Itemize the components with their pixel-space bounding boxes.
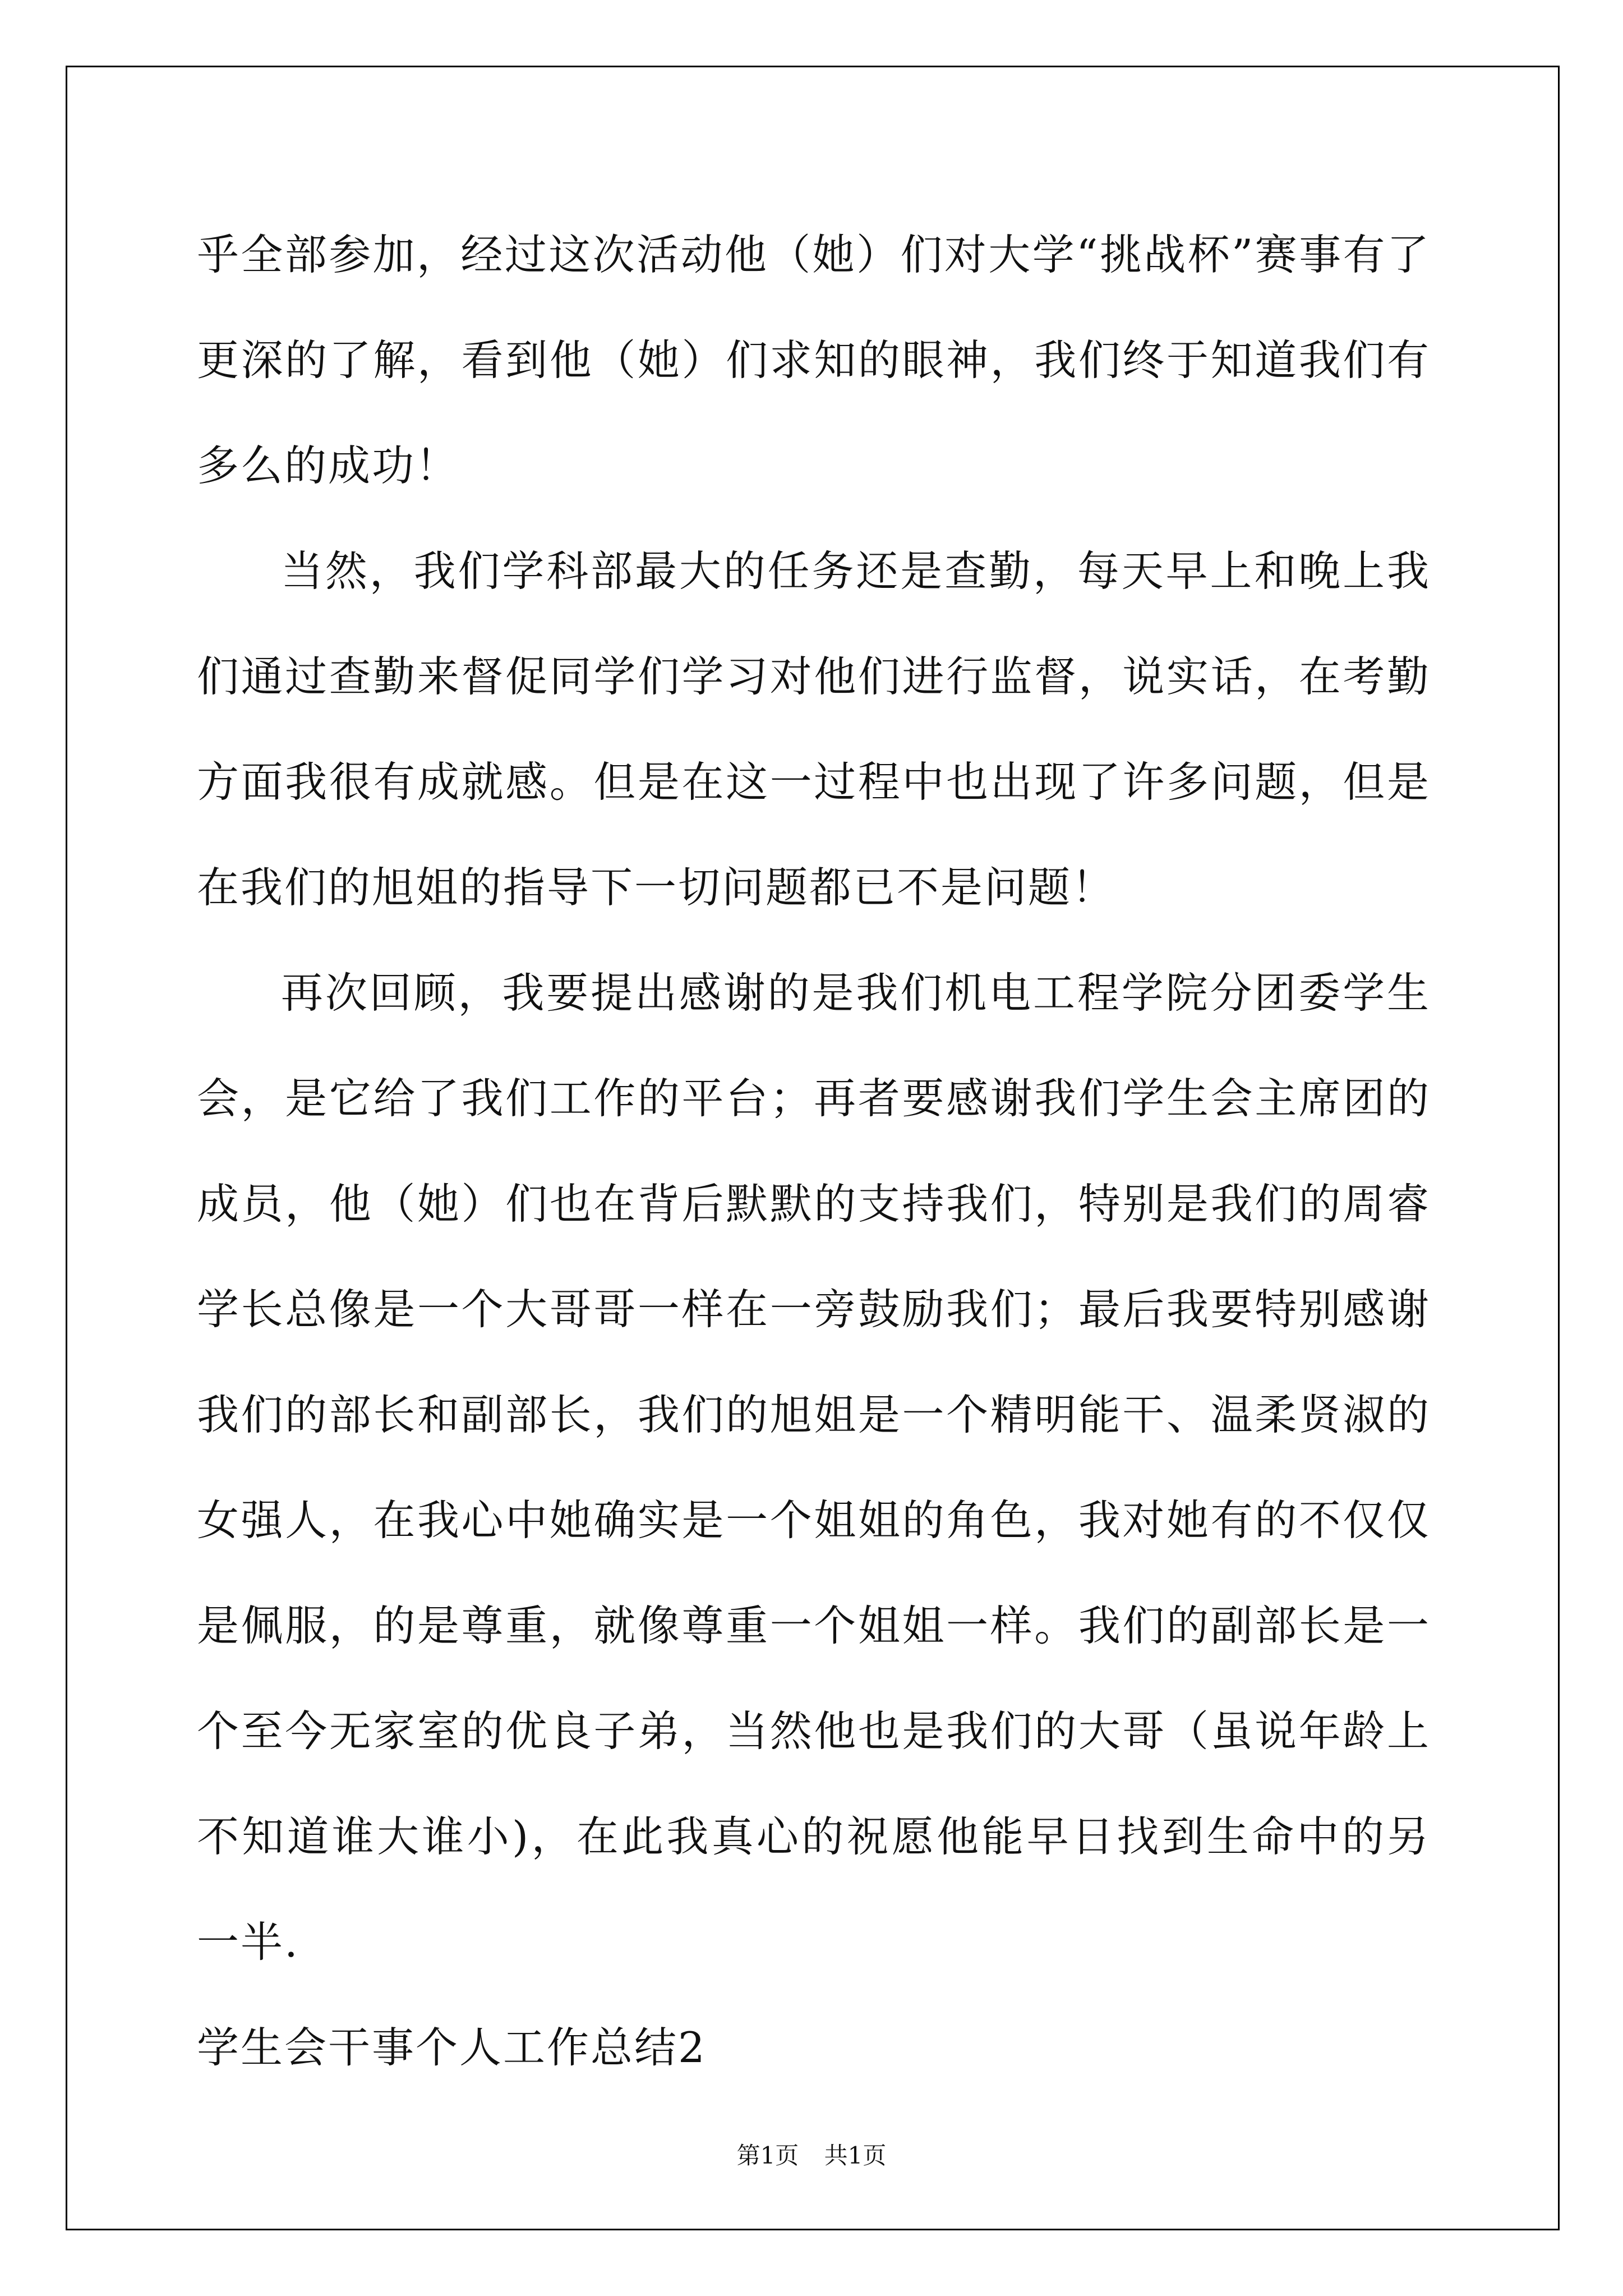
paragraph-2: 当然，我们学科部最大的任务还是查勤，每天早上和晚上我们通过查勤来督促同学们学习对他们进行监督，说实话，在考勤方面我很有成就感。但是在这一过程中也出现了许多问题，但是在我们的旭姐的指导下一切问题都已不是问题！ <box>197 546 1431 912</box>
page-total: 共1页 <box>824 2142 887 2169</box>
page-footer <box>0 2137 1623 2171</box>
section-heading: 学生会干事个人工作总结2 <box>197 2023 707 2072</box>
page-number: 第1页 <box>736 2142 799 2169</box>
paragraph-1: 乎全部参加，经过这次活动他（她）们对大学“挑战杯”赛事有了更深的了解，看到他（她）们求知的眼神，我们终于知道我们有多么的成功！ <box>197 230 1431 490</box>
document-body <box>197 202 1431 2100</box>
paragraph-3: 再次回顾，我要提出感谢的是我们机电工程学院分团委学生会，是它给了我们工作的平台；再者要感谢我们学生会主席团的成员，他（她）们也在背后默默的支持我们，特别是我们的周睿学长总像是一个大哥哥一样在一旁鼓励我们；最后我要特别感谢我们的部长和副部长，我们的旭姐是一个精明能干、温柔贤淑的女强人，在我心中她确实是一个姐姐的角色，我对她有的不仅仅是佩服，的是尊重，就像尊重一个姐姐一样。我们的副部长是一个至今无家室的优良子弟，当然他也是我们的大哥（虽说年龄上不知道谁大谁小)，在此我真心的祝愿他能早日找到生命中的另一半. <box>197 968 1431 1967</box>
